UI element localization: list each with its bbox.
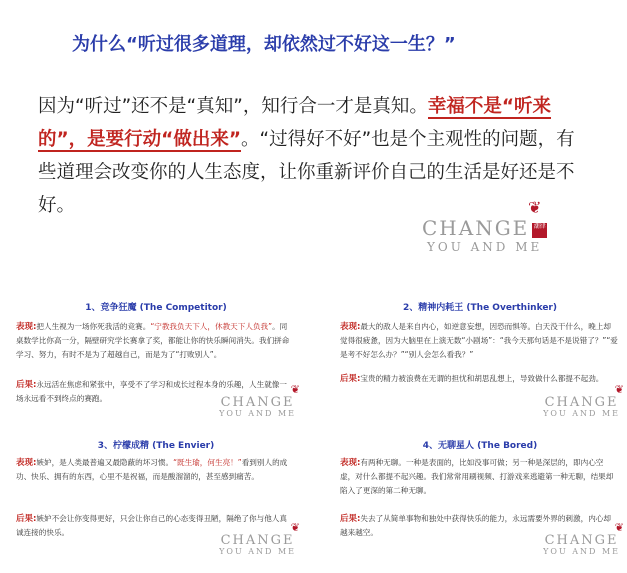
intro-highlight: 幸福不是“听来的”，是要行动“做出来” (38, 96, 552, 150)
card-envier (6, 426, 306, 562)
card-symptom (16, 320, 294, 362)
symptom-label: 表现: (340, 458, 361, 468)
symptom-quote: “既生瑜，何生亮！” (173, 458, 242, 467)
card-title: 4、无聊星人 (The Bored) (422, 441, 538, 451)
brand-line-2: YOU AND ME (426, 240, 543, 254)
brand-line-1: CHANGE (544, 533, 619, 548)
card-title: 2、精神内耗王 (The Overthinker) (403, 303, 557, 313)
symptom-text: 有两种无聊。一种是表面的，比如没事可做；另一种是深层的，即内心空虚，对什么都提不起兴趣。我们常常用刷视频、打游戏来逃避第一种无聊，结果却陷入了更深的第二种无聊。 (340, 458, 614, 495)
symptom-rest: 。同桌数学比你高一分，隔壁研究学长赛拿了奖，都能让你的快乐瞬间消失。我们拼命学习、努力，有时不是为了超越自己，而是为了“打败别人”。 (16, 322, 290, 359)
symptom-label: 表现: (16, 322, 37, 332)
butterfly-icon: ❦ (614, 521, 624, 534)
card-symptom (16, 456, 294, 484)
symptom-label: 表现: (340, 322, 361, 332)
brand-watermark (219, 521, 300, 556)
brand-line-2: YOU AND ME (219, 547, 296, 556)
brand-stamp: 潮律 (532, 223, 547, 238)
card-overthinker (330, 288, 627, 424)
butterfly-icon: ❦ (290, 521, 300, 534)
card-title: 3、柠檬成精 (The Envier) (97, 441, 215, 451)
card-title: 1、竞争狂魔 (The Competitor) (85, 303, 227, 313)
card-symptom (340, 320, 618, 362)
brand-watermark (543, 383, 624, 418)
brand-line-1: CHANGE (544, 395, 619, 410)
result-label: 后果: (340, 374, 361, 384)
symptom-rest: 看到别人的成功、快乐、拥有的东西，心里不是祝福，而是酸溜溜的，甚至感到痛苦。 (16, 458, 288, 481)
brand-watermark (422, 198, 547, 254)
card-competitor (6, 288, 306, 424)
card-symptom (340, 456, 618, 498)
result-text: 宝贵的精力被浪费在无谓的担忧和胡思乱想上，导致做什么都提不起劲。 (360, 374, 604, 383)
result-text: 嫉妒不会让你变得更好，只会让你自己的心态变得丑陋，隔绝了你与他人真诚连接的快乐。 (16, 514, 287, 537)
symptom-text: 把人生视为一场你死我活的竞赛。 (36, 322, 151, 331)
symptom-quote: “宁教我负天下人，休教天下人负我” (150, 322, 273, 331)
result-text: 失去了从简单事物和独处中获得快乐的能力，永远需要外界的刺激，内心却越来越空。 (340, 514, 611, 537)
intro-part-3: 。“过得好不好”也是个主观性的问题，有些道理会改变你的人生态度，让你重新评价自己的生活是好还是不好。 (38, 129, 575, 216)
result-label: 后果: (340, 514, 361, 524)
brand-watermark (543, 521, 624, 556)
result-text: 永远活在焦虑和紧张中，享受不了学习和成长过程本身的乐趣，人生就像一场永远看不到终点的赛跑。 (16, 380, 287, 403)
brand-line-1: CHANGE (220, 395, 295, 410)
headline: 为什么“听过很多道理，却依然过不好这一生？” (72, 34, 456, 55)
butterfly-icon: ❦ (528, 198, 542, 217)
intro-part-1: 因为“听过”还不是“真知”，知行合一才是真知。 (38, 96, 428, 117)
butterfly-icon: ❦ (290, 383, 300, 396)
brand-watermark (219, 383, 300, 418)
symptom-text: 最大的敌人是来自内心，如逆意妄想，因恐而惧等。白天没干什么，晚上却觉得很疲惫，因为大脑里在上演无数“小剧场”： (340, 322, 611, 345)
symptom-label: 表现: (16, 458, 37, 468)
intro-paragraph (38, 90, 578, 222)
symptom-text: 嫉妒，是人类最普遍又最隐蔽的坏习惯。 (36, 458, 174, 467)
brand-line-2: YOU AND ME (543, 409, 620, 418)
result-label: 后果: (16, 380, 37, 390)
symptom-quote: “我今天那句话是不是说错了？”“爱是考不好怎么办？”“别人会怎么看我？” (340, 336, 618, 359)
card-bored (330, 426, 627, 562)
brand-line-2: YOU AND ME (543, 547, 620, 556)
brand-line-2: YOU AND ME (219, 409, 296, 418)
card-result (340, 372, 618, 386)
result-label: 后果: (16, 514, 37, 524)
brand-line-1: CHANGE (220, 533, 295, 548)
butterfly-icon: ❦ (614, 383, 624, 396)
brand-line-1: CHANGE (422, 216, 530, 240)
